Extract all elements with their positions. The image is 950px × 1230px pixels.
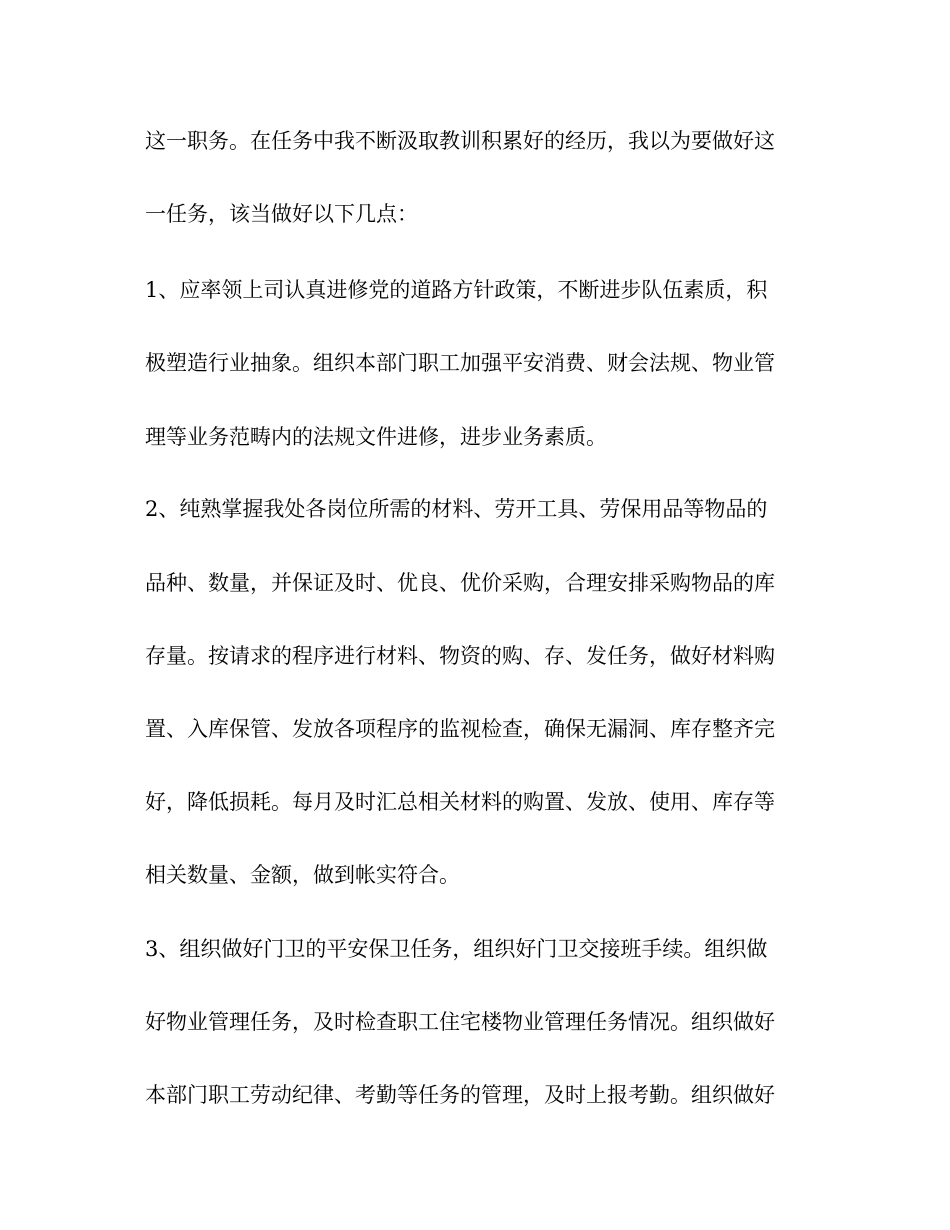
text-line: 好物业管理任务，及时检查职工住宅楼物业管理任务情况。组织做好	[145, 1010, 775, 1034]
text-line: 相关数量、金额，做到帐实符合。	[145, 863, 460, 887]
text-line: 好，降低损耗。每月及时汇总相关材料的购置、发放、使用、库存等	[145, 790, 775, 814]
text-line: 2、纯熟掌握我处各岗位所需的材料、劳开工具、劳保用品等物品的	[145, 497, 768, 521]
text-line: 极塑造行业抽象。组织本部门职工加强平安消费、财会法规、物业管	[145, 351, 775, 375]
text-line: 一任务，该当做好以下几点：	[145, 202, 418, 226]
text-line: 品种、数量，并保证及时、优良、优价采购，合理安排采购物品的库	[145, 571, 775, 595]
text-line: 3、组织做好门卫的平安保卫任务，组织好门卫交接班手续。组织做	[145, 937, 768, 961]
text-line: 理等业务范畴内的法规文件进修，进步业务素质。	[145, 425, 607, 449]
text-line: 存量。按请求的程序进行材料、物资的购、存、发任务，做好材料购	[145, 644, 775, 668]
text-line: 本部门职工劳动纪律、考勤等任务的管理，及时上报考勤。组织做好	[145, 1083, 775, 1107]
text-line: 这一职务。在任务中我不断汲取教训积累好的经历，我以为要做好这	[145, 129, 775, 153]
text-line: 1、应率领上司认真进修党的道路方针政策，不断进步队伍素质，积	[145, 278, 768, 302]
text-line: 置、入库保管、发放各项程序的监视检查，确保无漏洞、库存整齐完	[145, 717, 775, 741]
